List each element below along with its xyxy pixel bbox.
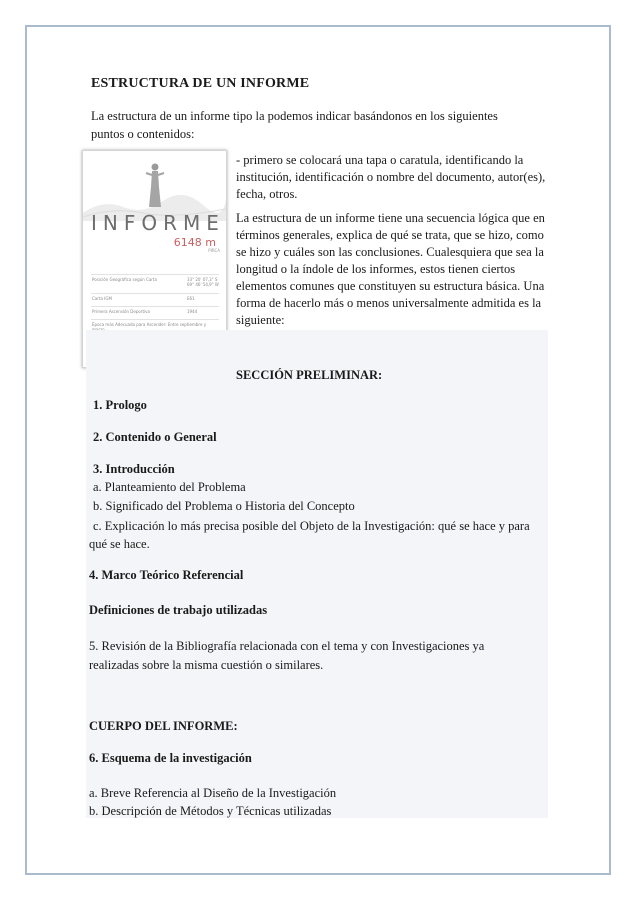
list-subitem: b. Significado del Problema o Historia del Concepto	[93, 499, 355, 513]
document-title: ESTRUCTURA DE UN INFORME	[91, 76, 310, 91]
list-item: 2. Contenido o General	[93, 430, 217, 444]
list-subitem: c. Explicación lo más precisa posible del Objeto de la Investigación: qué se hace y para	[93, 519, 530, 533]
list-subitem: a. Planteamiento del Problema	[93, 480, 246, 494]
list-item: 5. Revisión de la Bibliografía relacionada con el tema y con Investigaciones ya	[89, 639, 485, 653]
cover-subtitle: PIRCA	[208, 248, 220, 253]
cover-row: Carta IGM E61	[91, 293, 219, 305]
list-item: 6. Esquema de la investigación	[89, 751, 252, 765]
list-item: 4. Marco Teórico Referencial	[89, 568, 244, 582]
cover-row: Época más Adecuada para Ascender: Entre septiembre y	[91, 319, 219, 331]
list-item: Definiciones de trabajo utilizadas	[89, 603, 268, 617]
list-subitem: a. Breve Referencia al Diseño de la Investigación	[89, 786, 337, 800]
preliminar-heading: SECCIÓN PRELIMINAR:	[236, 368, 383, 382]
statue-icon	[143, 161, 167, 209]
list-subitem: qué se hace.	[89, 537, 150, 551]
cover-altitude: 6148 m	[173, 236, 216, 249]
cuerpo-heading: CUERPO DEL INFORME:	[89, 719, 238, 733]
structure-paragraph: La estructura de un informe tiene una secuencia lógica que en términos generales, explica de qué se trata, que se hizo, como se hizo y cuáles son las conclusiones. Cualesquiera que sea la longitud o la índole de los informes, estos tienen ciertos elementos comunes que constituyen su estructura básica. Una forma de hacerlo más o menos universalmente admitida es la siguiente:	[236, 211, 545, 327]
cover-description: - primero se colocará una tapa o caratula, identificando la institución, identificación o nombre del documento, autor(es), fecha, otros.	[236, 153, 546, 201]
cover-word: INFORME	[91, 211, 225, 235]
list-item: 3. Introducción	[93, 462, 175, 476]
cover-row: Primera Ascensión Deportiva 1944	[91, 306, 219, 318]
list-subitem: b. Descripción de Métodos y Técnicas utilizadas	[89, 804, 332, 818]
list-item: 1. Prologo	[93, 398, 147, 412]
cover-row: Posición Geográfica según Carta 33° 20' 07,3" S 69° 46' 54,9" W	[91, 274, 219, 286]
list-item: realizadas sobre la misma cuestión o similares.	[89, 658, 324, 672]
intro-paragraph: La estructura de un informe tipo la podemos indicar basándonos en los siguientes puntos o contenidos:	[91, 109, 498, 141]
